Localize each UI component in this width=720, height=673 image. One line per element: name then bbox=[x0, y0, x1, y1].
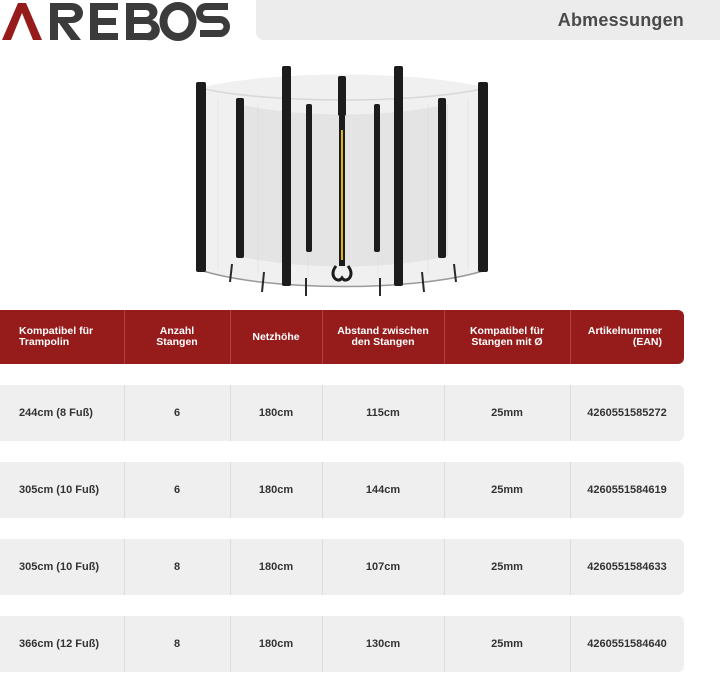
table-cell-pole-distance: 107cm bbox=[365, 561, 401, 573]
table-cell-ean: 4260551584619 bbox=[587, 484, 667, 496]
table-cell-trampoline: 244cm (8 Fuß) bbox=[19, 407, 93, 419]
column-header: Netzhöhe bbox=[252, 330, 300, 343]
arebos-logo bbox=[0, 0, 230, 44]
column-header: Kompatibel für Stangen mit Ø bbox=[469, 325, 545, 348]
table-cell-ean: 4260551585272 bbox=[587, 407, 667, 419]
table-cell-trampoline: 305cm (10 Fuß) bbox=[19, 484, 100, 496]
table-cell-pole-distance: 115cm bbox=[366, 407, 400, 419]
table-cell-trampoline: 366cm (12 Fuß) bbox=[19, 638, 100, 650]
column-header: Anzahl Stangen bbox=[156, 325, 198, 348]
table-cell-net-height: 180cm bbox=[258, 638, 294, 650]
table-cell-net-height: 180cm bbox=[258, 561, 294, 573]
table-cell-poles: 6 bbox=[173, 407, 181, 419]
trampoline-safety-net-icon bbox=[188, 60, 498, 300]
column-header: Abstand zwischen den Stangen bbox=[337, 325, 429, 348]
table-cell-poles: 8 bbox=[173, 638, 181, 650]
table-row bbox=[0, 616, 684, 672]
table-cell-net-height: 180cm bbox=[258, 484, 294, 496]
table-cell-ean: 4260551584633 bbox=[587, 561, 667, 573]
table-cell-poles: 6 bbox=[173, 484, 181, 496]
table-cell-ean: 4260551584640 bbox=[587, 638, 667, 650]
table-cell-pole-diameter: 25mm bbox=[491, 484, 523, 496]
column-header: Kompatibel für Trampolin bbox=[19, 325, 94, 348]
page-title: Abmessungen bbox=[557, 9, 684, 30]
table-cell-pole-diameter: 25mm bbox=[491, 638, 523, 650]
table-cell-pole-diameter: 25mm bbox=[491, 407, 523, 419]
table-cell-poles: 8 bbox=[173, 561, 181, 573]
table-row bbox=[0, 462, 684, 518]
table-header bbox=[0, 310, 684, 364]
table-row bbox=[0, 385, 684, 441]
table-row bbox=[0, 539, 684, 595]
table-cell-pole-distance: 144cm bbox=[365, 484, 401, 496]
column-header: Artikelnummer (EAN) bbox=[587, 325, 662, 348]
table-cell-pole-distance: 130cm bbox=[365, 638, 401, 650]
section-title-bar bbox=[256, 0, 720, 40]
table-cell-pole-diameter: 25mm bbox=[491, 561, 523, 573]
table-cell-trampoline: 305cm (10 Fuß) bbox=[19, 561, 100, 573]
table-cell-net-height: 180cm bbox=[258, 407, 294, 419]
